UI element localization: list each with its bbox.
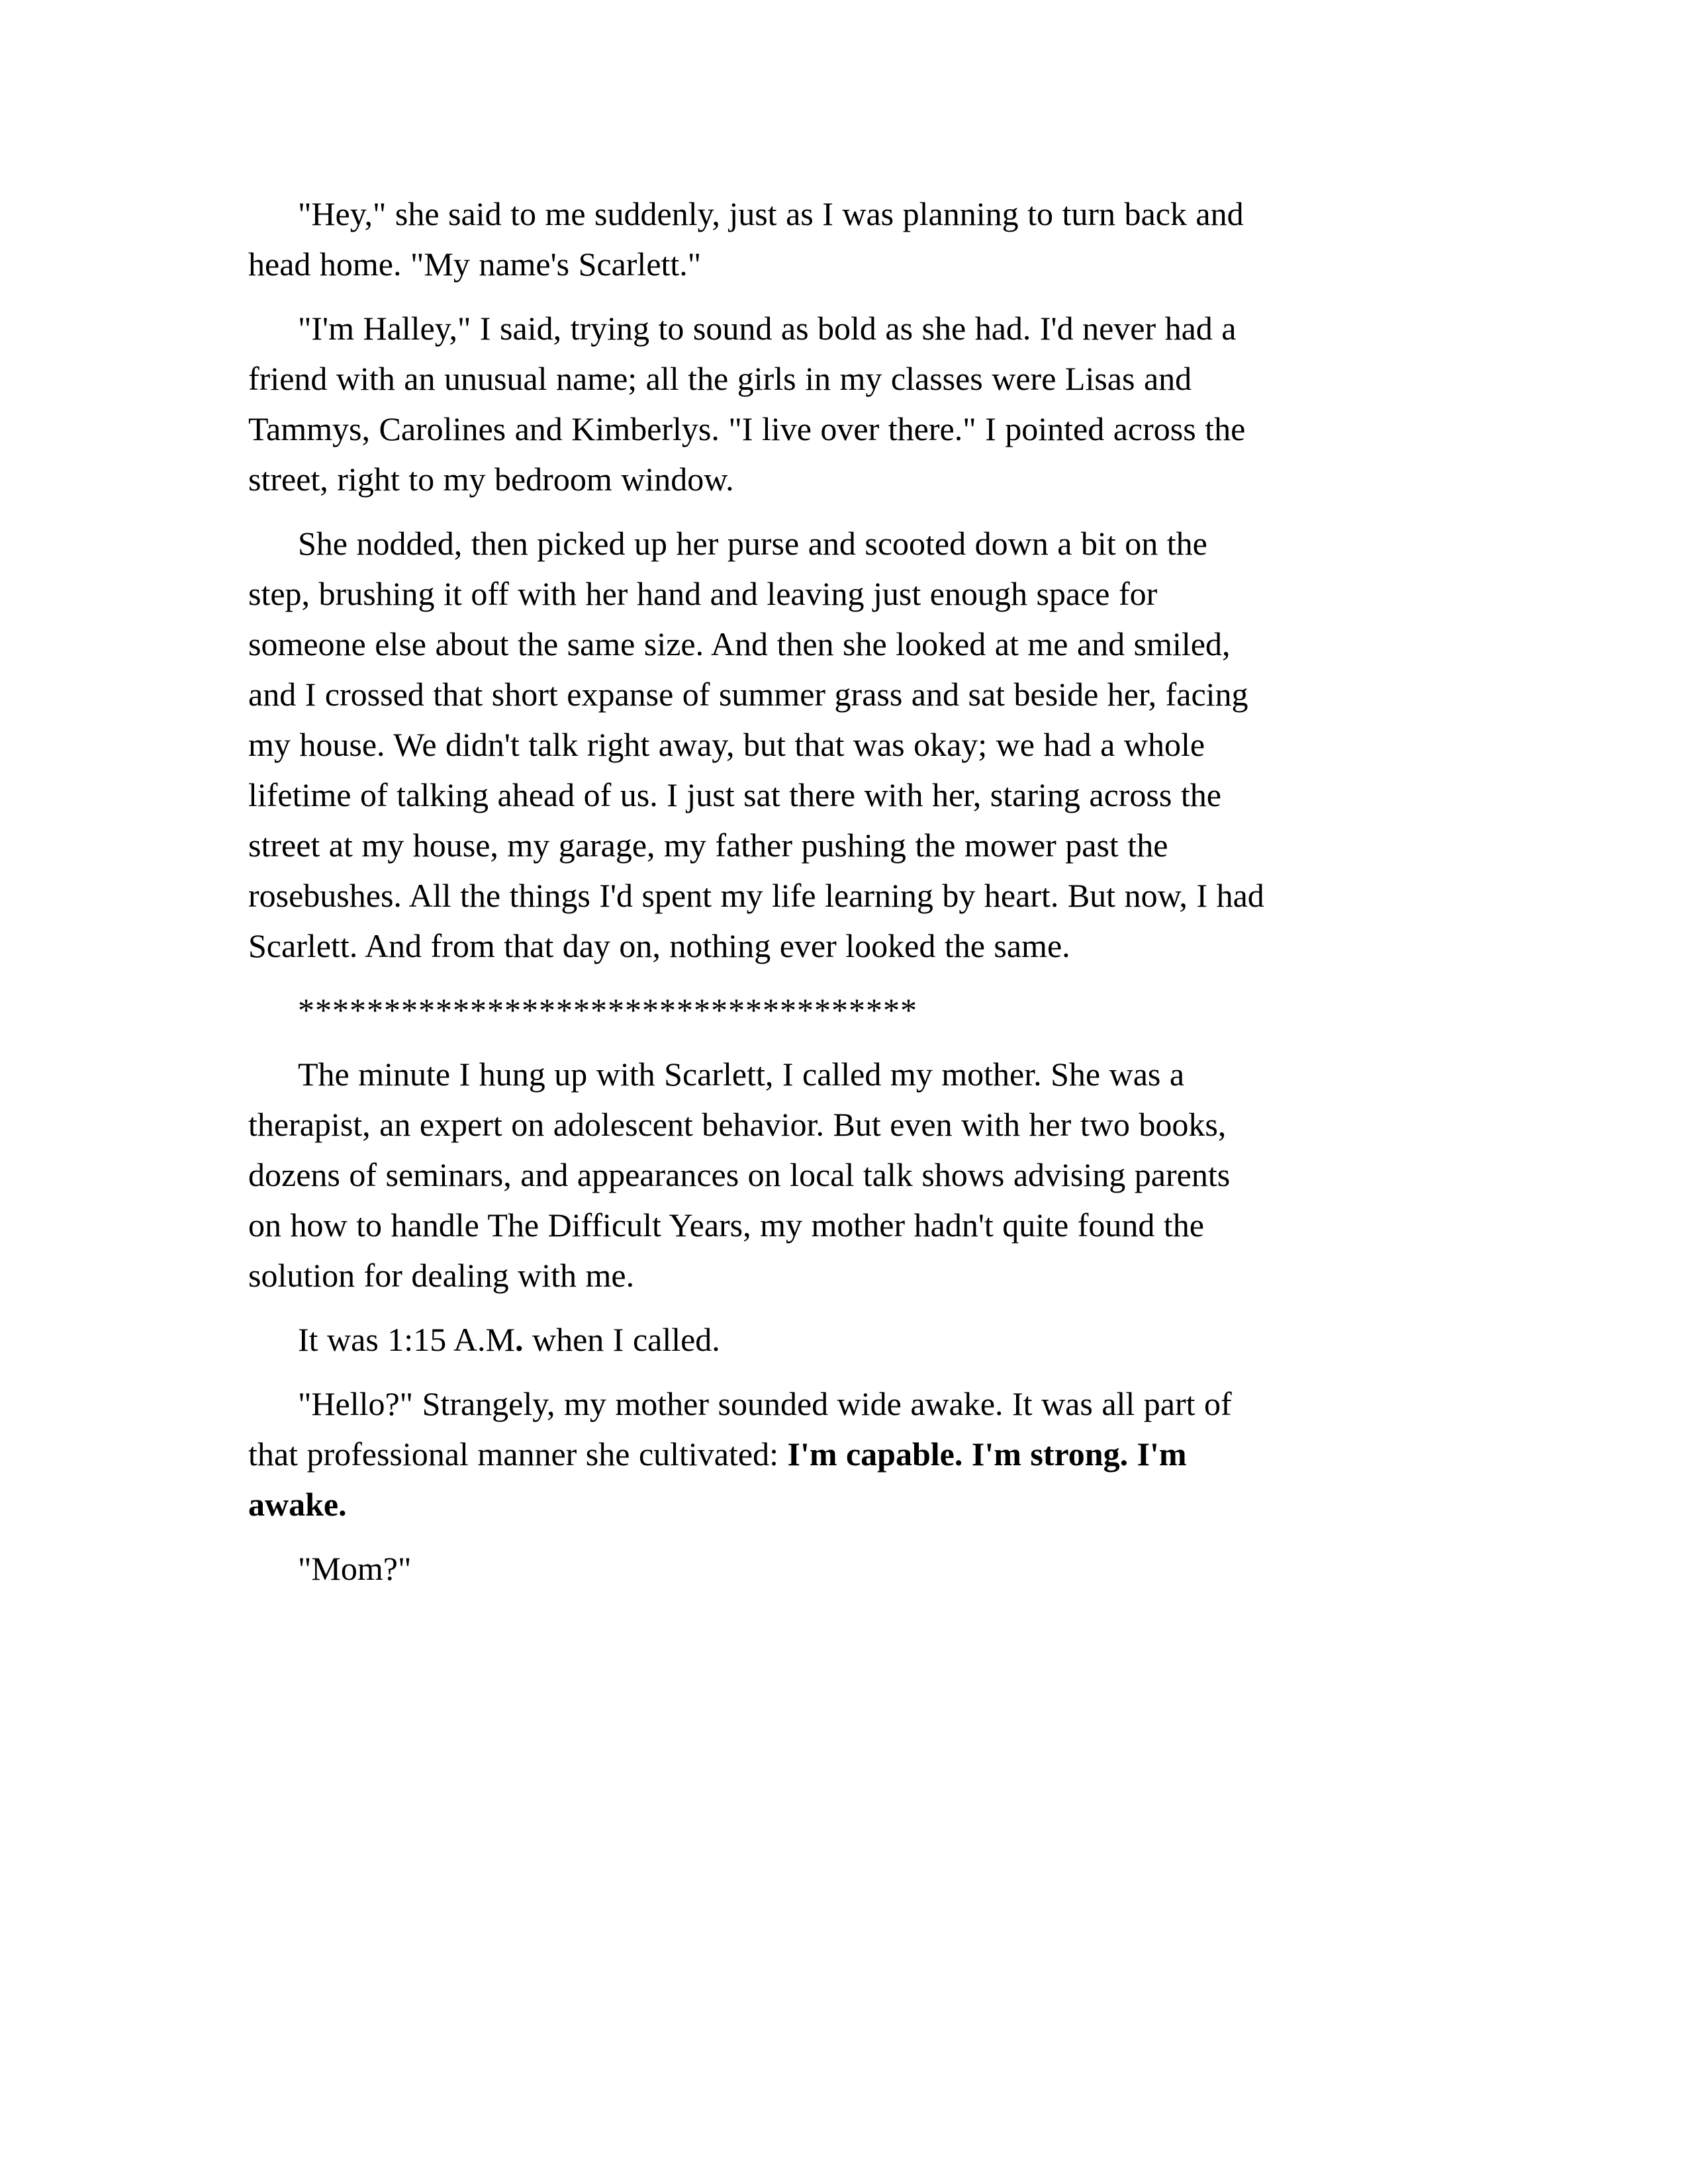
- text-run: "I'm Halley," I said, trying to sound as bold as she had. I'd never had a friend with an unusual name; all the girls in my classes were Lisas and Tammys, Carolines and Kimberlys. "I live over there." I pointed across the street, right to my bedroom window.: [248, 310, 1246, 498]
- text-run: The minute I hung up with Scarlett, I called my mother. She was a therapist, an expert on adolescent behavior. But even with her two books, dozens of seminars, and appearances on local talk shows advising parents on how to handle The Difficult Years, my mother hadn't quite found the solution for dealing with me.: [248, 1056, 1231, 1294]
- paragraph-4: [248, 1049, 1268, 1300]
- page-text: [248, 189, 1268, 1608]
- section-separator: [248, 985, 1268, 1035]
- paragraph-6: [248, 1379, 1268, 1529]
- paragraph-5: [248, 1314, 1268, 1365]
- text-run: It was 1:15 A.M: [298, 1321, 515, 1358]
- text-run: She nodded, then picked up her purse and scooted down a bit on the step, brushing it off with her hand and leaving just enough space for someone else about the same size. And then she looked at me and smiled, and I crossed that short expanse of summer grass and sat beside her, facing my house. We didn't talk right away, but that was okay; we had a whole lifetime of talking ahead of us. I just sat there with her, staring across the street at my house, my garage, my father pushing the mower past the rosebushes. All the things I'd spent my life learning by heart. But now, I had Scarlett. And from that day on, nothing ever looked the same.: [248, 525, 1264, 964]
- text-run: "Hey," she said to me suddenly, just as I was planning to turn back and head home. "My name's Scarlett.": [248, 195, 1244, 283]
- paragraph-3: [248, 518, 1268, 971]
- text-run: "Mom?": [298, 1550, 412, 1587]
- text-run: when I called.: [523, 1321, 720, 1358]
- paragraph-7: [248, 1543, 1268, 1594]
- bold-text-run: I'm capable. I'm strong. I'm awake.: [248, 1435, 1187, 1523]
- paragraph-1: [248, 189, 1268, 289]
- paragraph-2: [248, 303, 1268, 504]
- text-run: ************************************: [298, 991, 917, 1028]
- bold-text-run: .: [515, 1321, 524, 1358]
- text-run: "Hello?" Strangely, my mother sounded wide awake. It was all part of that professional manner she cultivated:: [248, 1385, 1232, 1473]
